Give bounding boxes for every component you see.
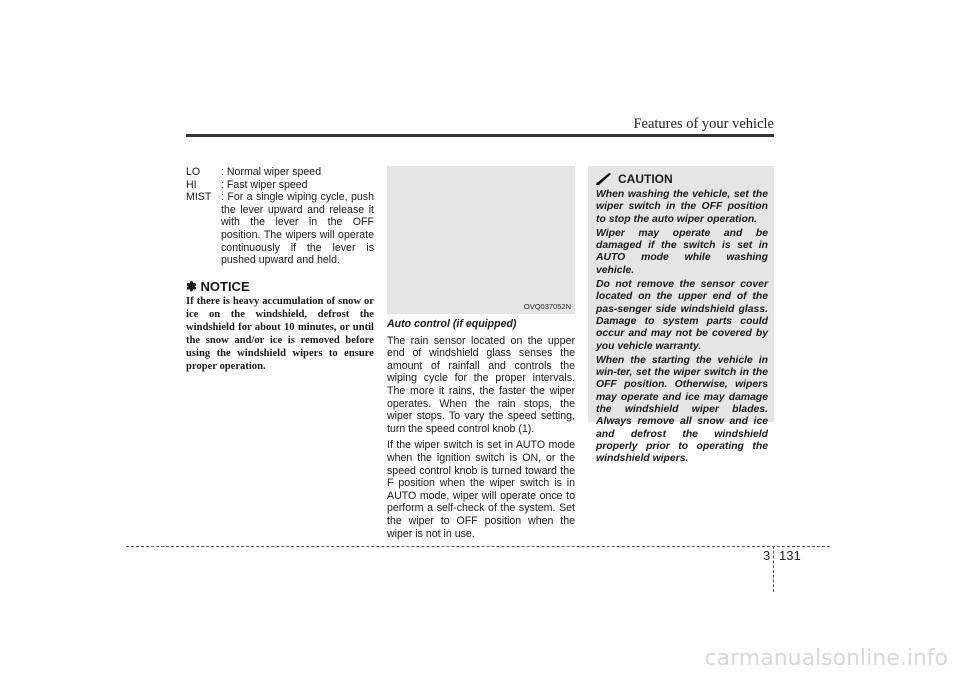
chapter-number: 3 bbox=[763, 548, 771, 563]
footer-vertical-rule bbox=[773, 546, 774, 592]
definition-term: MIST bbox=[186, 191, 212, 204]
definition-hi bbox=[186, 179, 374, 192]
left-column bbox=[186, 166, 374, 373]
header-rule bbox=[186, 134, 774, 137]
caution-paragraph: Wiper may operate and be damaged if the switch is set in AUTO mode while washing vehicle. bbox=[596, 227, 768, 276]
caution-paragraph: When washing the vehicle, set the wiper switch in the OFF position to stop the auto wiper operation. bbox=[596, 189, 768, 225]
page-number: 131 bbox=[779, 548, 801, 563]
middle-column bbox=[387, 318, 575, 544]
wiper-figure bbox=[387, 166, 575, 314]
definition-term: HI bbox=[186, 178, 197, 191]
caution-pencil-icon bbox=[596, 173, 612, 185]
caution-paragraph: When the starting the vehicle in win-ter, set the wiper switch in the OFF position. Otherwise, wipers may operate and ice may damage the windshield wiper blades. Always remove all snow and ice and defrost the windshield properly prior to operating the windshield wipers. bbox=[596, 354, 768, 465]
definition-term: LO bbox=[186, 166, 201, 178]
figure-code: OVQ037052N bbox=[523, 302, 571, 311]
caution-box bbox=[588, 166, 774, 465]
definition-desc: : Normal wiper speed bbox=[221, 166, 322, 178]
auto-control-paragraph: The rain sensor located on the upper end of windshield glass senses the amount of rainfall and controls the wiping cycle for the proper intervals. The more it rains, the faster the wiper operates. When the rain stops, the wiper stops. To vary the speed setting, turn the speed control knob (1). bbox=[387, 334, 575, 435]
caution-paragraph: Do not remove the sensor cover located on the upper end of the pas-senger side windshield glass. Damage to system parts could occur and may not be covered by you vehicle warranty. bbox=[596, 279, 768, 352]
auto-control-subheading: Auto control (if equipped) bbox=[387, 318, 517, 330]
definition-desc: : For a single wiping cycle, push the lever upward and release it with the lever in the OFF position. The wipers will operate continuously if the lever is pushed upward and held. bbox=[221, 191, 374, 267]
page-header-title: Features of your vehicle bbox=[633, 116, 774, 132]
notice-text: If there is heavy accumulation of snow or ice on the windshield, defrost the windshield for about 10 minutes, or until the snow and/or ice is removed before using the windshield wipers to ensure proper operation. bbox=[186, 296, 374, 373]
definition-mist bbox=[186, 191, 374, 267]
footer-rule bbox=[126, 546, 830, 547]
notice-heading: ✽ NOTICE bbox=[186, 278, 250, 294]
caution-title: CAUTION bbox=[618, 172, 673, 186]
definition-desc: : Fast wiper speed bbox=[221, 178, 308, 191]
caution-heading bbox=[596, 172, 768, 186]
definition-lo bbox=[186, 166, 374, 179]
watermark: carmanualsonline.info bbox=[704, 646, 948, 671]
auto-control-paragraph: If the wiper switch is set in AUTO mode when the ignition switch is ON, or the speed control knob is turned toward the F position when the wiper switch is in AUTO mode, wiper will operate once to perform a self-check of the system. Set the wiper to OFF position when the wiper is not in use. bbox=[387, 439, 575, 540]
